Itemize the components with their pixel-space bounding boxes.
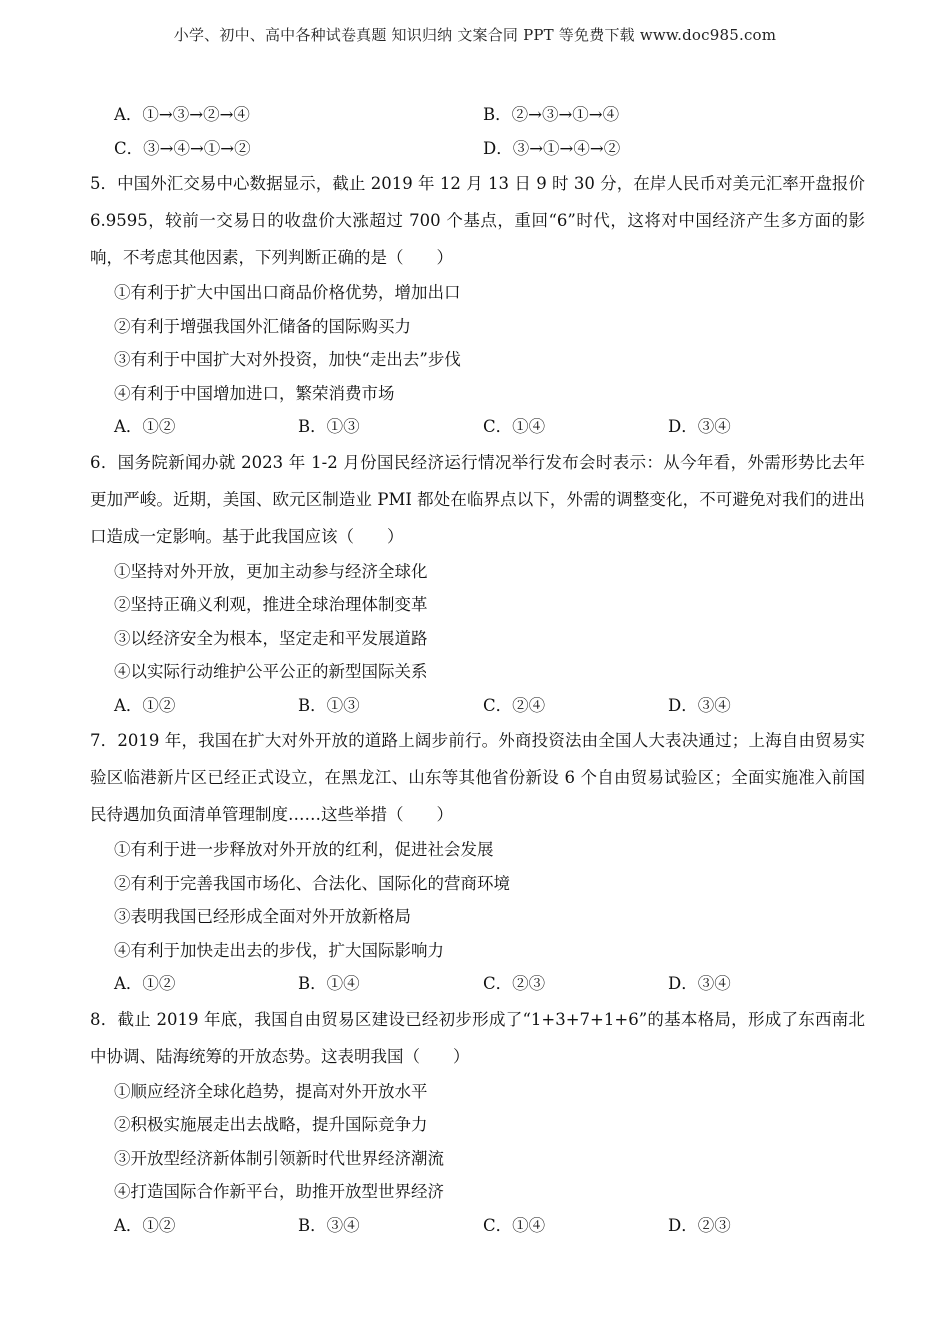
q7-option-d: D．③④ [668, 974, 731, 993]
q7-item-1: ①有利于进一步释放对外开放的红利，促进社会发展 [114, 840, 494, 859]
q5-option-d: D．③④ [668, 417, 731, 436]
q8-option-d: D．②③ [668, 1215, 731, 1235]
q6-item-1: ①坚持对外开放，更加主动参与经济全球化 [114, 561, 428, 581]
q7-stem: 7．2019 年，我国在扩大对外开放的道路上阔步前行。外商投资法由全国人大表决通过；上海自由贸易实验区临港新片区已经正式设立，在黑龙江、山东等其他省份新设 6 个自由贸易试验区；全面实施准入前国民待遇加负面清单管理制度……这些举措（ ） [90, 731, 865, 824]
q5-item-4: ④有利于中国增加进口，繁荣消费市场 [114, 383, 395, 403]
q5-options [90, 410, 865, 444]
q7-option-b: B．①④ [298, 974, 360, 993]
q5-stem: 5．中国外汇交易中心数据显示，截止 2019 年 12 月 13 日 9 时 30 分，在岸人民币对美元汇率开盘报价 6.9595，较前一交易日的收盘价大涨超过 700 个基点，重回“6”时代，这将对中国经济产生多方面的影响，不考虑其他因素，下列判断正确的是（ ） [90, 174, 865, 267]
q5-option-a: A．①② [114, 417, 176, 436]
q8-item-1: ①顺应经济全球化趋势，提高对外开放水平 [114, 1081, 428, 1101]
q5-item-3: ③有利于中国扩大对外投资，加快“走出去”步伐 [114, 350, 461, 369]
q7-item-4: ④有利于加快走出去的步伐，扩大国际影响力 [114, 940, 444, 960]
q8-options [90, 1209, 865, 1243]
q7-options [90, 967, 865, 1001]
q6-item-2: ②坚持正确义利观，推进全球治理体制变革 [114, 595, 428, 614]
q6-item-4: ④以实际行动维护公平公正的新型国际关系 [114, 662, 428, 681]
q4-option-a: A．①→③→②→④ [114, 105, 250, 124]
page-header: 小学、初中、高中各种试卷真题 知识归纳 文案合同 PPT 等免费下载 www.doc985.com [173, 26, 777, 44]
q4-option-c: C．③→④→①→② [114, 138, 251, 158]
q6-stem: 6．国务院新闻办就 2023 年 1-2 月份国民经济运行情况举行发布会时表示：从今年看，外需形势比去年更加严峻。近期，美国、欧元区制造业 PMI 都处在临界点以下，外需的调整变化，不可避免对我们的进出口造成一定影响。基于此我国应该（ ） [90, 452, 865, 546]
q8-item-4: ④打造国际合作新平台，助推开放型世界经济 [114, 1182, 444, 1201]
q8-option-b: B．③④ [298, 1215, 360, 1235]
q6-options [90, 689, 865, 723]
q5-option-b: B．①③ [298, 417, 360, 436]
q4-option-d: D．③→①→④→② [483, 138, 621, 158]
exam-page [90, 98, 865, 1242]
q7-item-3: ③表明我国已经形成全面对外开放新格局 [114, 907, 411, 926]
q7-option-c: C．②③ [483, 974, 546, 993]
q8-option-a: A．①② [114, 1215, 176, 1235]
q7-option-a: A．①② [114, 974, 176, 993]
q8-item-3: ③开放型经济新体制引领新时代世界经济潮流 [114, 1148, 444, 1168]
q5-option-c: C．①④ [483, 417, 546, 436]
q8-item-2: ②积极实施展走出去战略，提升国际竞争力 [114, 1115, 428, 1134]
q5-item-1: ①有利于扩大中国出口商品价格优势，增加出口 [114, 283, 461, 302]
q6-option-c: C．②④ [483, 695, 546, 715]
q4-options-row-1 [90, 98, 865, 132]
q4-options-row-2 [90, 132, 865, 166]
q5-item-2: ②有利于增强我国外汇储备的国际购买力 [114, 316, 411, 336]
q6-option-b: B．①③ [298, 695, 360, 715]
q6-option-d: D．③④ [668, 695, 731, 715]
q6-item-3: ③以经济安全为根本，坚定走和平发展道路 [114, 628, 428, 648]
q8-option-c: C．①④ [483, 1215, 546, 1235]
q4-option-b: B．②→③→①→④ [483, 105, 620, 124]
q7-item-2: ②有利于完善我国市场化、合法化、国际化的营商环境 [114, 873, 510, 893]
q8-stem: 8．截止 2019 年底，我国自由贸易区建设已经初步形成了“1+3+7+1+6”的基本格局，形成了东西南北中协调、陆海统筹的开放态势。这表明我国（ ） [90, 1009, 865, 1066]
q6-option-a: A．①② [114, 695, 176, 715]
